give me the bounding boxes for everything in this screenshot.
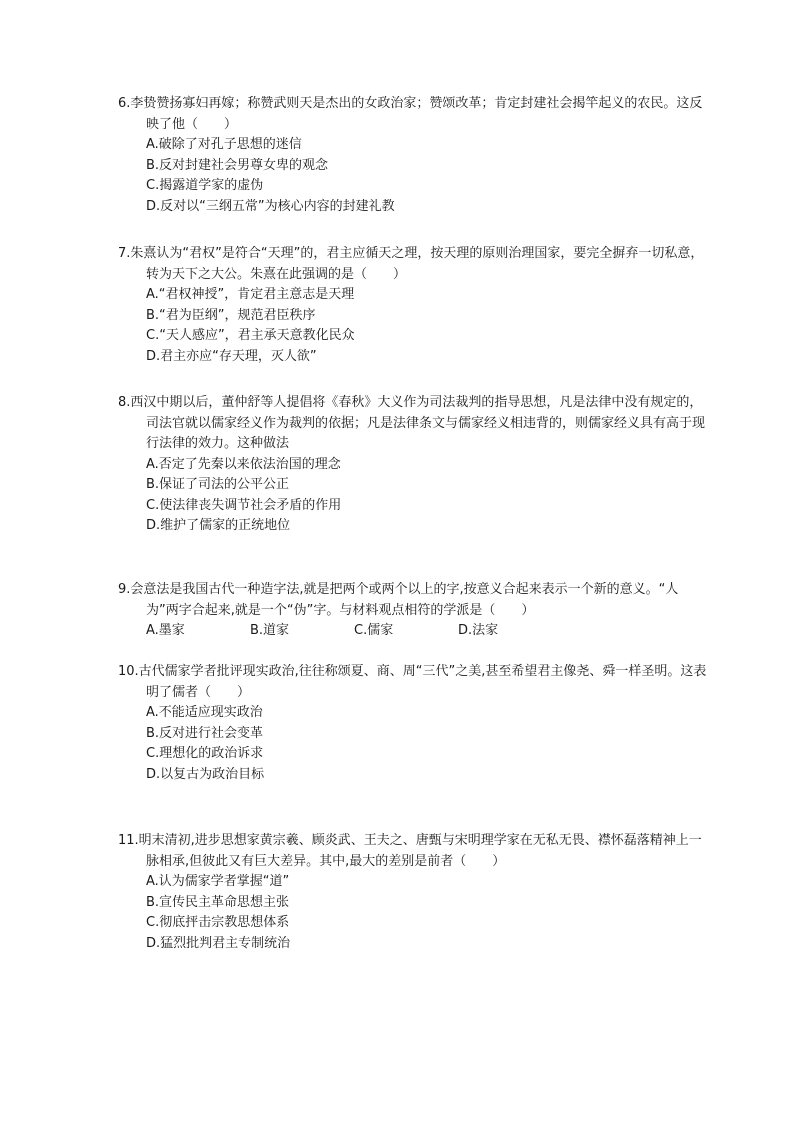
option-b: B.反对封建社会男尊女卑的观念	[146, 157, 329, 173]
option-d: D.维护了儒家的正统地位	[146, 518, 291, 533]
option-b: B.反对进行社会变革	[146, 725, 264, 741]
question-11	[118, 831, 708, 954]
option-c: C.使法律丧失调节社会矛盾的作用	[146, 497, 342, 513]
question-stem: 9.会意法是我国古代一种造字法,就是把两个或两个以上的字,按意义合起来表示一个新的意义。“人为”两字合起来,就是一个“伪”字。与材料观点相符的学派是（ ）	[118, 582, 679, 618]
option-list	[118, 455, 708, 537]
option-list	[118, 703, 708, 785]
option-b: B.道家	[250, 623, 290, 638]
question-stem: 7.朱熹认为“君权”是符合“天理”的，君主应循天之理，按天理的原则治理国家，要完全摒弃一切私意，转为天下之大公。朱熹在此强调的是（ ）	[118, 246, 704, 282]
option-c: C.揭露道学家的虚伪	[146, 178, 264, 193]
option-d: D.君主亦应“存天理，灭人欲”	[146, 348, 317, 364]
question-stem: 11.明末清初,进步思想家黄宗羲、顾炎武、王夫之、唐甄与宋明理学家在无私无畏、襟怀磊落精神上一脉相承,但彼此又有巨大差异。其中,最大的差别是前者（ ）	[118, 833, 702, 869]
option-b: B.保证了司法的公平公正	[146, 477, 290, 492]
option-list	[118, 285, 708, 367]
option-a: A.“君权神授”，肯定君主意志是天理	[146, 287, 355, 302]
option-c: C.理想化的政治诉求	[146, 746, 264, 761]
option-d: D.法家	[458, 623, 499, 638]
option-a: A.破除了对孔子思想的迷信	[146, 137, 302, 152]
question-10	[118, 662, 708, 785]
question-6	[118, 94, 708, 217]
option-d: D.反对以“三纲五常”为核心内容的封建礼教	[146, 198, 395, 214]
option-list	[118, 135, 708, 217]
option-a: A.否定了先秦以来依法治国的理念	[146, 456, 341, 472]
option-d: D.以复古为政治目标	[146, 766, 265, 782]
option-a: A.认为儒家学者掌握“道”	[146, 874, 290, 889]
question-stem: 10.古代儒家学者批评现实政治,往往称颂夏、商、周“三代”之美,甚至希望君主像尧、舜一样圣明。这表明了儒者（ ）	[118, 664, 707, 700]
option-list	[118, 872, 708, 954]
option-list	[118, 621, 708, 642]
question-stem: 6.李贽赞扬寡妇再嫁；称赞武则天是杰出的女政治家；赞颂改革；肯定封建社会揭竿起义的农民。这反映了他（ ）	[118, 96, 703, 132]
question-stem: 8.西汉中期以后，董仲舒等人提倡将《春秋》大义作为司法裁判的指导思想，凡是法律中没有规定的，司法官就以儒家经义作为裁判的依据；凡是法律条文与儒家经义相违背的，则儒家经义具有高于现行法律的效力。这种做法	[118, 395, 706, 451]
option-b: B.“君为臣纲”，规范君臣秩序	[146, 307, 316, 323]
option-d: D.猛烈批判君主专制统治	[146, 935, 291, 951]
option-a: A.不能适应现实政治	[146, 705, 263, 720]
option-c: C.儒家	[354, 623, 394, 638]
option-b: B.宣传民主革命思想主张	[146, 894, 290, 910]
question-9	[118, 580, 708, 642]
question-8	[118, 393, 708, 537]
question-7	[118, 244, 708, 367]
option-c: C.“天人感应”，君主承天意教化民众	[146, 328, 355, 343]
option-c: C.彻底抨击宗教思想体系	[146, 915, 290, 930]
option-a: A.墨家	[146, 623, 185, 638]
